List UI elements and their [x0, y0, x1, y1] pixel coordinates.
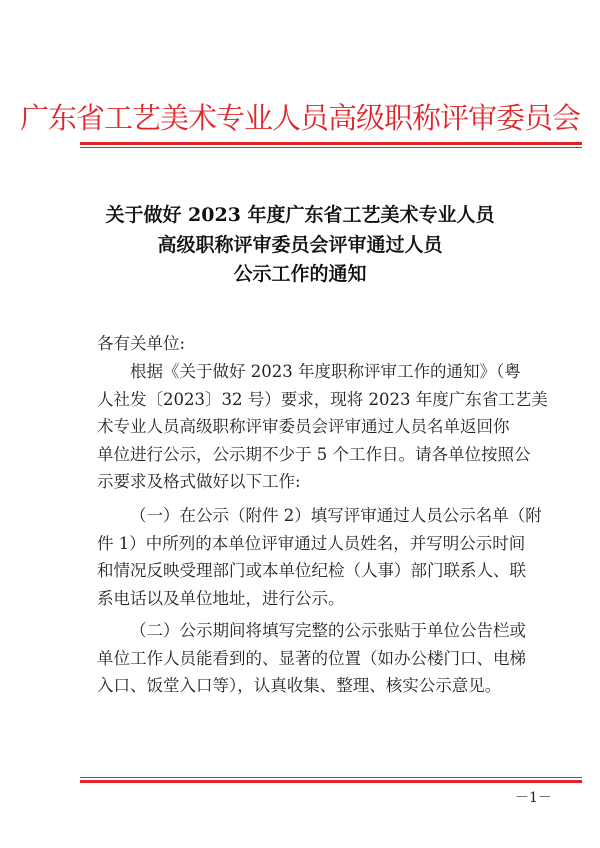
body-line: 系电话以及单位地址，进行公示。: [97, 589, 345, 608]
notice-title-line-1: 关于做好 2023 年度广东省工艺美术专业人员: [105, 204, 495, 226]
body-line: 示要求及格式做好以下工作:: [97, 472, 301, 491]
body-line: 入口、饭堂入口等），认真收集、整理、核实公示意见。: [97, 676, 502, 695]
body-line: 和情况反映受理部门或本单位纪检（人事）部门联系人、联: [97, 561, 526, 580]
page-number: －1－: [515, 790, 552, 806]
header-divider: [80, 142, 582, 145]
body-line: 人社发〔2023〕32 号）要求，现将 2023 年度广东省工艺美: [97, 390, 548, 409]
body-line: （二）公示期间将填写完整的公示张贴于单位公告栏或: [130, 621, 526, 640]
body-line: 根据《关于做好 2023 年度职称评审工作的通知》（粤: [130, 362, 521, 381]
notice-title-line-3: 公示工作的通知: [233, 263, 367, 285]
body-line: （一）在公示（附件 2）填写评审通过人员公示名单（附: [130, 506, 542, 525]
issuing-organization-header: 广东省工艺美术专业人员高级职称评审委员会: [19, 101, 580, 135]
footer-divider-thick: [80, 780, 582, 783]
body-line: 单位工作人员能看到的、显著的位置（如办公楼门口、电梯: [97, 649, 526, 668]
body-line: 单位进行公示，公示期不少于 5 个工作日。请各单位按照公: [97, 445, 531, 464]
notice-title-line-2: 高级职称评审委员会评审通过人员: [157, 234, 443, 256]
body-line: 术专业人员高级职称评审委员会评审通过人员名单返回你: [97, 417, 510, 436]
body-line: 件 1）中所列的本单位评审通过人员姓名，并写明公示时间: [97, 534, 526, 553]
header-divider-thin: [80, 147, 582, 148]
salutation: 各有关单位:: [97, 334, 186, 353]
footer-divider: [80, 777, 582, 778]
